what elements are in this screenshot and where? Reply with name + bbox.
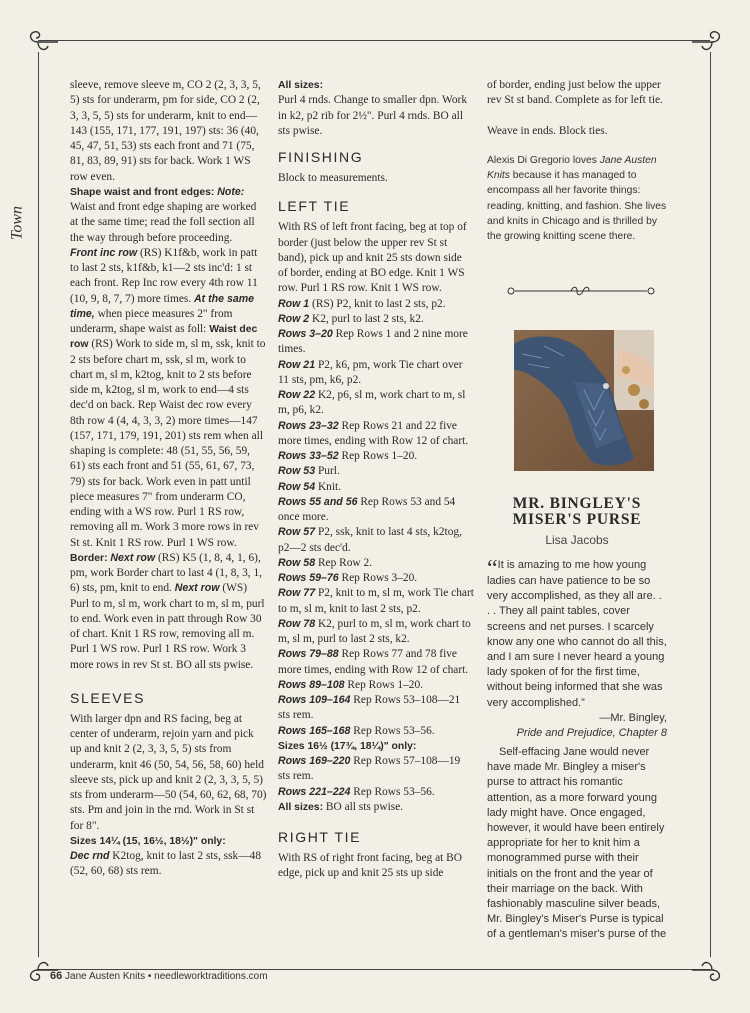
text: (WS) Purl to m, sl m, work chart to m, sl m, purl to end. Work even in patt through Row 30 of chart. Knit 1 RS row, removing all m. Purl 1 WS row. Purl 1 RS row. Work 3 more rows in rev St st. BO all sts pwise. xyxy=(70,582,265,671)
quote-attribution: —Mr. Bingley, xyxy=(599,711,667,724)
pattern-author: Lisa Jacobs xyxy=(545,533,609,547)
row-label: Front inc row xyxy=(70,246,138,259)
corner-flourish-icon xyxy=(18,22,58,62)
section-heading: SLEEVES xyxy=(70,689,146,706)
instruction-row xyxy=(278,480,474,495)
row-text: Rep Rows 53 and 54 once more. xyxy=(278,495,456,523)
row-label: Row 57 xyxy=(278,526,316,539)
quote-text: It is amazing to me how young ladies can have patience to be so very accomplished, as they all are. . . . They all paint tables, cover screens and net purses. I scarcely know any one who cannot do all this, and I am sure I never heard a young lady spoken of for the first time, without being informed that she was very accomplished.” xyxy=(487,559,667,709)
row-label: Row 58 xyxy=(278,556,316,569)
row-label: Next row xyxy=(110,551,156,564)
text: (RS) K1f&b, work in patt to last 2 sts, k1f&b, k1—2 sts inc'd: 1 st each front. Rep Inc row every 4th row 11 (10, 9, 8, 7, 7) more times. xyxy=(70,246,258,305)
row-label: Waist dec row xyxy=(70,324,258,351)
instruction-row xyxy=(278,388,474,419)
instruction-row xyxy=(278,464,474,479)
text: K2tog, knit to last 2 sts, ssk—48 (52, 60, 68) sts rem. xyxy=(70,850,262,878)
row-text: Rep Rows 3–20. xyxy=(338,572,418,584)
row-label: Rows 221–224 xyxy=(278,785,351,798)
row-text: P2, ssk, knit to last 4 sts, k2tog, p2—2 sts dec'd. xyxy=(278,526,462,554)
author-bio xyxy=(487,153,667,245)
row-label: Next row xyxy=(174,582,220,595)
paragraph xyxy=(278,78,474,93)
text: Waist and front edge shaping are worked at the same time; read the foll section all the way through before proceeding. xyxy=(70,201,257,244)
row-text: K2, purl to last 2 sts, k2. xyxy=(309,312,424,325)
frame-left-rule xyxy=(38,52,39,957)
page-footer xyxy=(50,970,268,982)
text: Alexis Di Gregorio loves xyxy=(487,154,600,166)
row-label: Rows 169–220 xyxy=(278,755,351,767)
frame-right-rule xyxy=(710,52,711,957)
instruction-row xyxy=(278,785,474,800)
text: when piece measures 2" from underarm, shape waist as foll: xyxy=(70,307,233,335)
row-label: Rows 59–76 xyxy=(278,572,339,584)
row-list xyxy=(278,754,474,800)
row-text: Rep Rows 57–108—19 sts rem. xyxy=(278,755,461,783)
instruction-row xyxy=(278,647,474,678)
emphasis: At the same time, xyxy=(70,292,255,320)
row-text: Knit. xyxy=(315,480,342,493)
row-text: K2, purl to m, sl m, work chart to m, sl m, purl to last 2 sts, k2. xyxy=(278,617,471,645)
page-number: 66 xyxy=(50,970,63,982)
row-label: Row 2 xyxy=(278,312,310,325)
instruction-row xyxy=(278,312,474,327)
instruction-row xyxy=(278,754,474,785)
row-text: Rep Rows 53–56. xyxy=(350,724,435,737)
corner-flourish-icon xyxy=(692,22,732,62)
paragraph: of border, ending just below the upper rev St st band. Complete as for left tie. xyxy=(487,79,663,107)
subheading: Sizes 14¼ (15, 16½, 18½)" only: xyxy=(70,835,226,847)
instruction-row xyxy=(278,693,474,724)
text: because it has managed to encompass all her favorite things: reading, knitting, and fashion. She lives and knits in Chicago and is thrilled by the growing knitting scene there. xyxy=(487,170,667,243)
row-text: Rep Rows 53–56. xyxy=(350,785,435,798)
corner-flourish-icon xyxy=(692,950,732,990)
paragraph xyxy=(70,849,267,880)
instruction-row xyxy=(278,297,474,312)
column-3 xyxy=(487,78,667,245)
quote-source: Pride and Prejudice, Chapter 8 xyxy=(516,727,667,740)
row-label: Rows 3–20 xyxy=(278,328,333,340)
row-text: P2, knit to m, sl m, work Tie chart to m, sl m, knit to last 2 sts, p2. xyxy=(278,587,474,615)
row-label: Rows 55 and 56 xyxy=(278,495,358,508)
instruction-row xyxy=(278,556,474,571)
column-1 xyxy=(70,78,267,880)
epigraph-quote xyxy=(487,558,667,741)
text: BO all sts pwise. xyxy=(323,800,404,813)
purse-photo xyxy=(514,330,654,471)
paragraph: With RS of right front facing, beg at BO edge, pick up and knit 25 sts up side xyxy=(278,852,462,880)
subheading: All sizes: xyxy=(278,80,324,91)
ornamental-divider-icon xyxy=(505,284,657,298)
row-list xyxy=(278,297,474,739)
paragraph xyxy=(278,739,474,754)
row-label: Row 54 xyxy=(278,480,316,493)
text: (RS) K5 (1, 8, 4, 1, 6), pm, work Border chart to last 4 (1, 8, 3, 1, 6) sts, pm, knit to end. xyxy=(70,551,263,595)
paragraph xyxy=(70,834,267,849)
row-label: Dec rnd xyxy=(70,850,110,862)
row-text: Rep Rows 1–20. xyxy=(338,450,418,462)
section-heading: LEFT TIE xyxy=(278,198,351,215)
instruction-row xyxy=(278,617,474,648)
instruction-row xyxy=(278,525,474,556)
paragraph: Weave in ends. Block ties. xyxy=(487,124,608,137)
row-label: Row 22 xyxy=(278,389,316,401)
magazine-title: Jane Austen Knits xyxy=(487,154,657,182)
row-text: (RS) P2, knit to last 2 sts, p2. xyxy=(309,297,446,310)
instruction-row xyxy=(278,571,474,586)
row-text: Rep Rows 1–20. xyxy=(344,678,424,691)
instruction-row xyxy=(278,449,474,464)
row-label: Rows 79–88 xyxy=(278,648,339,661)
instruction-row xyxy=(278,495,474,526)
text: (RS) Work to side m, sl m, ssk, knit to 2 sts before chart m, ssk, sl m, work to chart m, sl m, k2tog, knit to 2 sts before side m, k2tog, sl m, work to end—4 sts dec'd on back. Rep Waist dec row every 8th row 4 (4, 4, 3, 3, 2) more times—147 (157, 171, 179, 191, 201) sts rem when all shaping is complete: 48 (51, 55, 56, 59, 61) sts each front and 51 (55, 61, 67, 73, 79) sts for back. Work even in patt until piece measures 7" from underarm CO, ending with a WS row. Purl 1 RS row, removing all m. Work 3 more rows in rev St st. Knit 1 RS row. Purl 1 WS row. xyxy=(70,338,266,549)
row-text: P2, k6, pm, work Tie chart over 11 sts, pm, k6, p2. xyxy=(278,358,463,386)
instruction-row xyxy=(278,586,474,617)
row-text: Rep Rows 1 and 2 nine more times. xyxy=(278,328,468,356)
paragraph xyxy=(70,246,267,673)
paragraph: Block to measurements. xyxy=(278,172,388,184)
instruction-row xyxy=(278,358,474,389)
row-text: Rep Rows 77 and 78 five more times, ending with Row 12 of chart. xyxy=(278,648,469,676)
row-text: Rep Rows 21 and 22 five more times, ending with Row 12 of chart. xyxy=(278,419,469,447)
row-label: Row 77 xyxy=(278,587,316,600)
instruction-row xyxy=(278,724,474,739)
side-label-text: Town xyxy=(8,205,26,241)
column-2 xyxy=(278,78,474,882)
instruction-row xyxy=(278,419,474,450)
footer-text: Jane Austen Knits • needleworktraditions.com xyxy=(65,971,268,982)
note-label: Note: xyxy=(217,185,245,198)
pattern-title: MR. BINGLEY'S MISER'S PURSE xyxy=(512,495,642,528)
row-text: Rep Row 2. xyxy=(315,556,373,569)
row-label: Rows 89–108 xyxy=(278,678,345,691)
subheading: Sizes 16½ (17¾, 18¼)" only: xyxy=(278,740,417,752)
subheading: Shape waist and front edges: xyxy=(70,186,215,198)
row-label: Row 21 xyxy=(278,358,316,371)
section-heading: FINISHING xyxy=(278,149,364,165)
row-label: Row 78 xyxy=(278,617,316,630)
row-text: Purl. xyxy=(315,465,340,478)
row-label: Rows 165–168 xyxy=(278,724,351,737)
row-label: Rows 33–52 xyxy=(278,450,339,462)
paragraph: With larger dpn and RS facing, beg at center of underarm, rejoin yarn and pick up and knit 2 (2, 3, 3, 5, 5) sts from underarm, knit 46 (50, 54, 56, 58, 60) held sleeve sts, pick up and knit 2 (2, 3, 3, 5, 5) sts from underarm—50 (54, 60, 62, 68, 70) sts. Pm and join in the rnd. Work in St st for 8". xyxy=(70,712,267,832)
row-label: Rows 23–32 xyxy=(278,419,339,432)
paragraph: sleeve, remove sleeve m, CO 2 (2, 3, 3, 5, 5) sts for underarm, pm for side, CO 2 (2, 3, 3, 5, 5) sts for underarm, knit to end—143 (155, 171, 177, 191, 197) sts: 36 (40, 45, 47, 51, 53) sts each front and 71 (75, 81, 83, 89, 91) sts for back. Work 1 WS row even. xyxy=(70,79,261,183)
row-label: Row 1 xyxy=(278,297,310,310)
quote-mark: “ xyxy=(487,556,498,582)
pattern-intro xyxy=(487,745,667,943)
row-label: Row 53 xyxy=(278,465,316,478)
subheading: All sizes: xyxy=(278,801,324,813)
paragraph: Self-effacing Jane would never have made Mr. Bingley a miser's purse to attract his romantic attention, as a more forward young lady might have. Once engaged, however, it would have been entirely appropriate for her to knit him a monogrammed purse with their initials on the front and the year of their marriage on the back. With fashionably masculine silver beads, Mr. Bingley's Miser's Purse is typical of a gentleman's miser's purse of the xyxy=(487,746,667,941)
paragraph xyxy=(278,800,474,815)
paragraph: Purl 4 rnds. Change to smaller dpn. Work in k2, p2 rib for 2½". Purl 4 rnds. BO all sts pwise. xyxy=(278,94,468,137)
row-label: Border: xyxy=(70,552,108,564)
paragraph: With RS of left front facing, beg at top of border (just below the upper rev St st band), pick up and knit 25 sts down side of border, ending at BO edge. Knit 1 WS row. Purl 1 RS row. Knit 1 WS row. xyxy=(278,221,467,295)
row-text: K2, p6, sl m, work chart to m, sl m, p6, k2. xyxy=(278,389,466,417)
row-text: Rep Rows 53–108—21 sts rem. xyxy=(278,694,461,722)
instruction-row xyxy=(278,678,474,693)
section-side-label xyxy=(6,188,30,258)
row-label: Rows 109–164 xyxy=(278,694,351,706)
instruction-row xyxy=(278,327,474,358)
section-heading: RIGHT TIE xyxy=(278,829,362,845)
paragraph xyxy=(70,185,267,246)
